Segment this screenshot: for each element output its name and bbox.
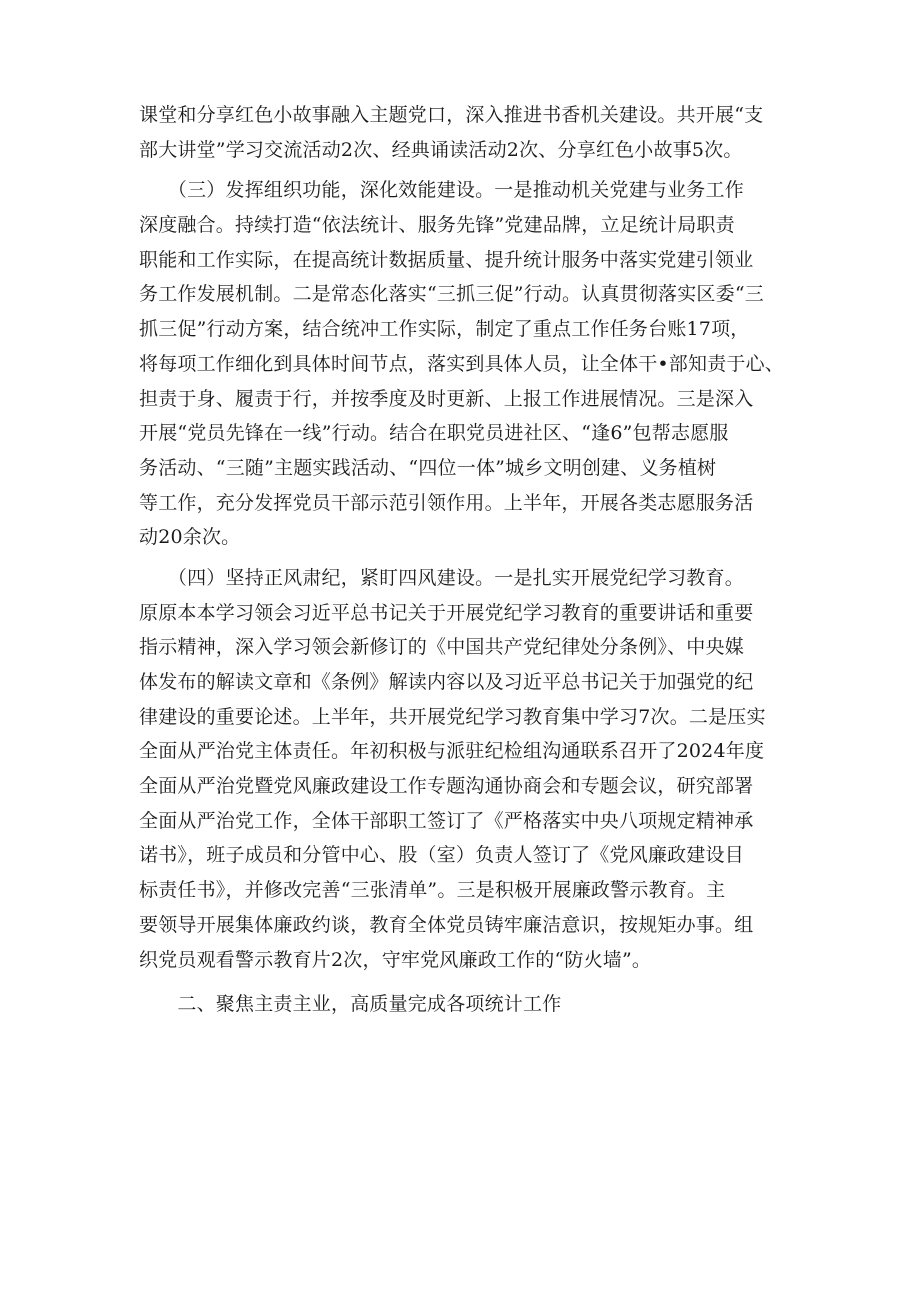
text-line: 务工作发展机制。二是常态化落实“三抓三促”行动。认真贯彻落实区委“三 (139, 283, 764, 306)
text-line: 抓三促”行动方案，结合统冲工作实际，制定了重点工作任务台账17项， (139, 318, 750, 341)
chapter-heading-two: 二、聚焦主责主业，高质量完成各项统计工作 (139, 993, 562, 1016)
text-line: 务活动、“三随”主题实践活动、“四位一体”城乡文明创建、义务植树 (139, 456, 717, 479)
section-heading-four: （四）坚持正风肃纪，紧盯四风建设。一是扎实开展党纪学习教育。 (139, 566, 744, 589)
text-line: 体发布的解读文章和《条例》解读内容以及习近平总书记关于加强党的纪 (139, 671, 754, 693)
text-line: 要领导开展集体廉政约谈，教育全体党员铸牢廉洁意识，按规矩办事。组 (139, 913, 754, 936)
text-line: 全面从严治党暨党风廉政建设工作专题沟通协商会和专题会议，研究部署 (139, 775, 754, 798)
document-body (139, 98, 785, 1022)
text-line: 织党员观看警示教育片2次，守牢党风廉政工作的“防火墙”。 (139, 948, 652, 971)
text-line: 深度融合。持续打造“依法统计、服务先锋”党建品牌，立足统计局职责 (139, 214, 735, 237)
text-line: 全面从严治党主体责任。年初积极与派驻纪检组沟通联系召开了2024年度 (139, 740, 765, 763)
text-line: 诺书》，班子成员和分管中心、股（室）负责人签订了《党风廉政建设目 (139, 844, 744, 867)
text-line: 将每项工作细化到具体时间节点，落实到具体人员，让全体干•部知责于心、 (139, 352, 785, 375)
section-heading-three: （三）发挥组织功能，深化效能建设。一是推动机关党建与业务工作 (139, 179, 744, 202)
text-line: 指示精神，深入学习领会新修订的《中国共产党纪律处分条例》、中央媒 (139, 636, 744, 659)
text-line: 课堂和分享红色小故事融入主题党口，深入推进书香机关建设。共开展“支 (139, 104, 764, 126)
text-line: 律建设的重要论述。上半年，共开展党纪学习教育集中学习7次。二是压实 (139, 705, 766, 728)
text-line: 开展“党员先锋在一线”行动。结合在职党员进社区、“逢6”包帮志愿服 (139, 422, 729, 445)
text-line: 等工作，充分发挥党员干部示范引领作用。上半年，开展各类志愿服务活 (139, 491, 754, 514)
text-line: 动20余次。 (139, 526, 241, 549)
text-line: 标责任书》，并修改完善“三张清单”。三是积极开展廉政警示教育。主 (139, 879, 726, 902)
text-line: 担责于身、履责于行，并按季度及时更新、上报工作进展情况。三是深入 (139, 387, 754, 410)
text-line: 全面从严治党工作，全体干部职工签订了《严格落实中央八项规定精神承 (139, 809, 754, 832)
text-line: 职能和工作实际，在提高统计数据质量、提升统计服务中落实党建引领业 (139, 248, 754, 271)
text-line: 原原本本学习领会习近平总书记关于开展党纪学习教育的重要讲话和重要 (139, 601, 754, 624)
text-line: 部大讲堂”学习交流活动2次、经典诵读活动2次、分享红色小故事5次。 (139, 138, 743, 161)
